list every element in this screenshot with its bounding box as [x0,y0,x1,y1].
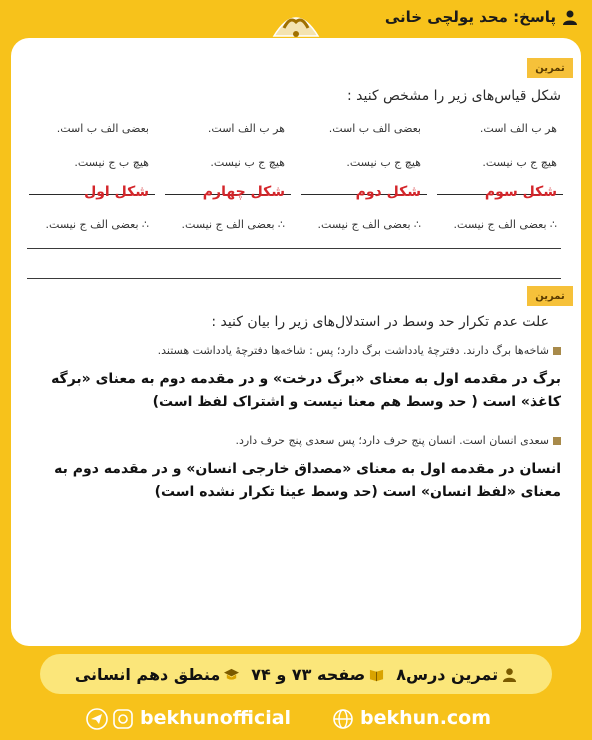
bullet-icon [553,347,561,355]
conclusion: ∴ بعضی الف ج نیست. [317,218,421,231]
figure-label: شکل چهارم [202,184,285,200]
header [0,0,592,40]
conclusion: ∴ بعضی الف ج نیست. [453,218,557,231]
social-handle[interactable]: bekhunofficial [140,707,292,729]
example-1 [158,344,561,357]
syllogism-column [299,118,427,248]
instagram-icon[interactable] [112,708,134,730]
syllogism-grid [27,118,563,248]
book-icon [369,667,384,682]
premise-1: هر ب الف است. [207,122,285,135]
user-icon [502,667,517,682]
footer-lesson [396,665,517,684]
answer-by-text: پاسخ: محد یولچی خانی [384,8,556,26]
footer-book-text: منطق دهم انسانی [74,664,221,684]
premise-1: بعضی الف ب است. [56,122,149,135]
answer-2: انسان در مقدمه اول به معنای «مصداق خارجی انسان» و در مقدمه دوم به معنای «لفظ انسان» است (حد وسط عینا تکرار نشده است) [54,461,561,500]
syllogism-column [163,118,291,248]
footer-book [75,665,239,684]
answer-by [385,8,578,26]
example-2 [236,434,561,447]
telegram-icon[interactable] [86,708,108,730]
exercise-card [11,38,581,646]
syllogism-column [435,118,563,248]
syllogism-column [27,118,155,248]
premise-2: هیچ ج ب نیست. [482,156,557,169]
conclusion: ∴ بعضی الف ج نیست. [45,218,149,231]
section2-title: علت عدم تکرار حد وسط در استدلال‌های زیر را بیان کنید : [211,314,549,330]
section1-tag: تمرین [527,58,573,78]
section1-title: شکل قیاس‌های زیر را مشخص کنید : [346,88,561,104]
figure-label: شکل دوم [355,184,421,200]
user-icon [562,9,578,25]
example-2-text: سعدی انسان است. انسان پنج حرف دارد؛ پس سعدی پنج حرف دارد. [235,434,549,447]
example-1-text: شاخه‌ها برگ دارند. دفترچهٔ یادداشت برگ دارد؛ پس : شاخه‌ها دفترچهٔ یادداشت هستند. [157,344,549,357]
premise-1: بعضی الف ب است. [328,122,421,135]
premise-2: هیچ ج ب نیست. [346,156,421,169]
footer-pages [251,665,384,684]
premise-2: هیچ ب ج نیست. [74,156,149,169]
section-divider [27,248,561,249]
website-link[interactable]: bekhun.com [360,707,492,729]
footer-pages-text: صفحه ۷۳ و ۷۴ [251,664,366,684]
premise-2: هیچ ج ب نیست. [210,156,285,169]
conclusion: ∴ بعضی الف ج نیست. [181,218,285,231]
figure-label: شکل سوم [484,184,557,200]
bullet-icon [553,437,561,445]
footer-lesson-text: تمرین درس۸ [396,664,499,684]
premise-1: هر ب الف است. [479,122,557,135]
figure-label: شکل اول [84,184,149,200]
footer-bar [40,654,552,694]
answer-1: برگ در مقدمه اول به معنای «برگ درخت» و در مقدمه دوم به معنای «برگه کاغذ» است ( حد وسط هم معنا نیست و اشتراک لفظ است) [51,371,561,410]
section-divider [27,278,561,279]
graduation-cap-icon [224,667,239,682]
globe-icon [332,708,354,730]
section2-tag: تمرین [527,286,573,306]
